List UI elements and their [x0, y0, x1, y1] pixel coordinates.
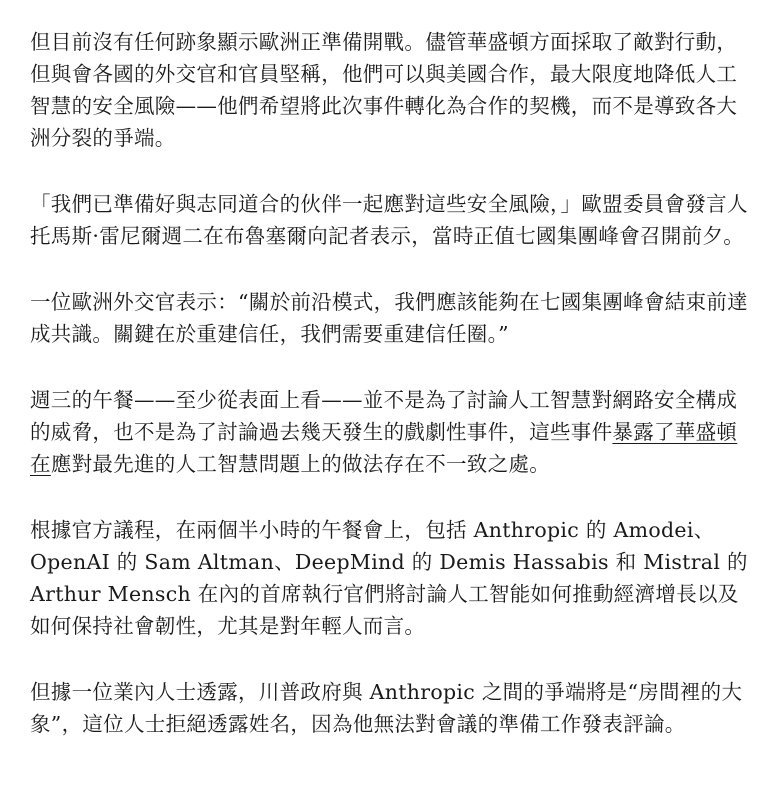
inline-link[interactable]: 暴露了華盛頓在 — [30, 420, 738, 476]
paragraph-3: 一位歐洲外交官表示：“關於前沿模式，我們應該能夠在七國集團峰會結束前達成共識。關鍵在於重建信任，我們需要重建信任圈。” — [30, 290, 748, 346]
paragraph-5: 根據官方議程，在兩個半小時的午餐會上，包括 Anthropic 的 Amodei、OpenAI 的 Sam Altman、DeepMind 的 Demis Hassabis 和 Mistral 的 Arthur Mensch 在內的首席執行官們將討論人工智能如何推動經濟增長以及如何保持社會韌性，尤其是對年輕人而言。 — [30, 518, 748, 638]
paragraph-4 — [30, 384, 755, 480]
paragraph-4-text-after: 應對最先進的人工智慧問題上的做法存在不一致之處。 — [50, 452, 551, 476]
article-body — [30, 26, 755, 740]
paragraph-6: 但據一位業內人士透露，川普政府與 Anthropic 之間的爭端將是“房間裡的大象”，這位人士拒絕透露姓名，因為他無法對會議的準備工作發表評論。 — [30, 680, 743, 736]
paragraph-1: 但目前沒有任何跡象顯示歐洲正準備開戰。儘管華盛頓方面採取了敵對行動，但與會各國的外交官和官員堅稱，他們可以與美國合作，最大限度地降低人工智慧的安全風險——他們希望將此次事件轉化為合作的契機，而不是導致各大洲分裂的爭端。 — [30, 30, 738, 150]
paragraph-2: 「我們已準備好與志同道合的伙伴一起應對這些安全風險，」歐盟委員會發言人托馬斯·雷尼爾週二在布魯塞爾向記者表示，當時正值七國集團峰會召開前夕。 — [30, 192, 748, 248]
paragraph-4-text-before: 週三的午餐——至少從表面上看——並不是為了討論人工智慧對網路安全構成的威脅，也不是為了討論過去幾天發生的戲劇性事件，這些事件 — [30, 388, 738, 444]
